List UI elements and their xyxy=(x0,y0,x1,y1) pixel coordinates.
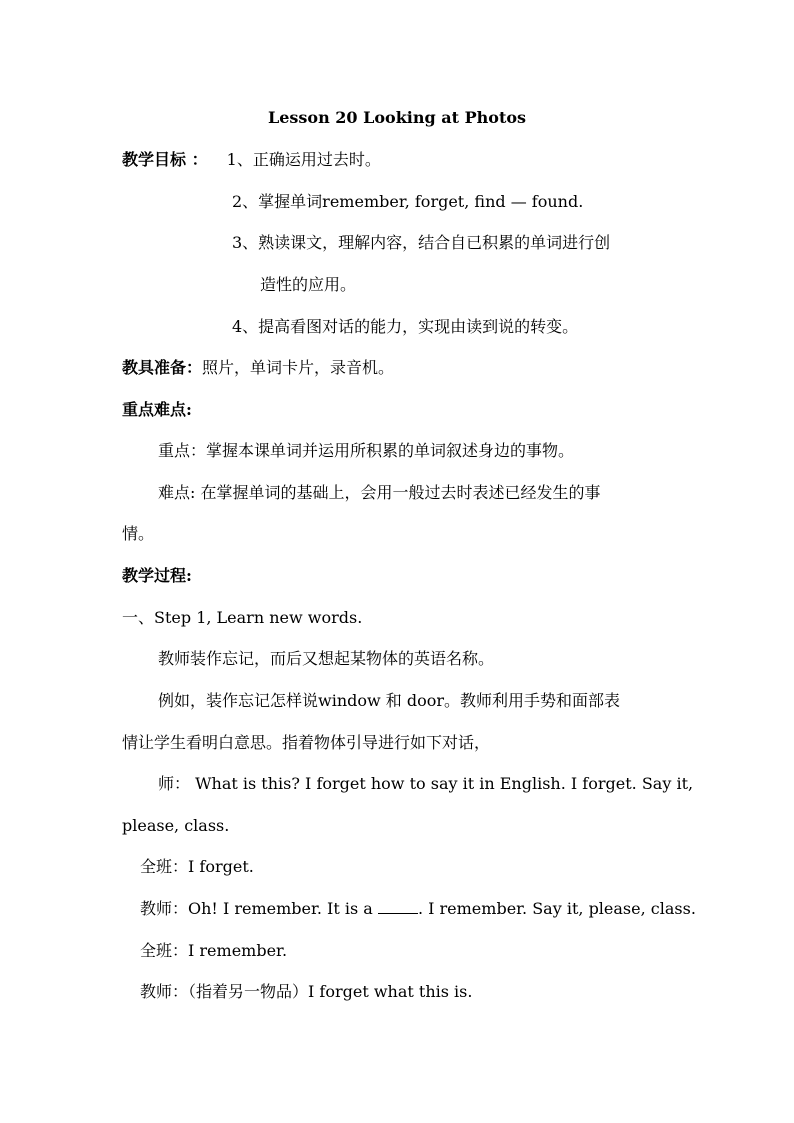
objective-item-1: 1、正确运用过去时。 xyxy=(226,150,381,169)
keypoint-difficulty-line-1: 难点: 在掌握单词的基础上，会用一般过去时表述已经发生的事 xyxy=(158,483,601,502)
dialogue-class-1: 全班：I forget. xyxy=(140,857,254,876)
objectives-row-1 xyxy=(122,150,381,170)
objective-item-4: 4、提高看图对话的能力，实现由读到说的转变。 xyxy=(232,317,579,336)
tools-text: 照片，单词卡片，录音机。 xyxy=(202,358,395,377)
objectives-label: 教学目标 ： xyxy=(122,150,208,169)
tools-label: 教具准备： xyxy=(122,358,203,377)
process-paragraph-1: 教师装作忘记，而后又想起某物体的英语名称。 xyxy=(158,649,495,668)
objective-item-2: 2、掌握单词remember, forget, find — found. xyxy=(232,192,584,211)
dialogue-teacher-3: 教师：（指着另一物品）I forget what this is. xyxy=(140,982,473,1001)
process-paragraph-2-line-1: 例如，装作忘记怎样说window 和 door。教师利用手势和面部表 xyxy=(158,691,621,710)
fill-in-blank xyxy=(378,899,418,914)
document-title: Lesson 20 Looking at Photos xyxy=(267,108,527,127)
process-label: 教学过程: xyxy=(122,566,192,585)
dialogue-class-2: 全班：I remember. xyxy=(140,941,288,960)
dialogue-teacher-2-suffix: . I remember. Say it, please, class. xyxy=(417,899,696,918)
objective-item-3-line-2: 造性的应用。 xyxy=(260,275,357,294)
dialogue-teacher-2 xyxy=(140,899,696,919)
dialogue-teacher-1-line-2: please, class. xyxy=(122,816,230,835)
process-step-1: 一、Step 1, Learn new words. xyxy=(122,608,363,627)
dialogue-teacher-2-prefix: 教师：Oh! I remember. It is a xyxy=(140,899,378,918)
dialogue-teacher-1-line-1: 师： What is this? I forget how to say it in English. I forget. Say it, xyxy=(158,774,694,793)
process-paragraph-2-line-2: 情让学生看明白意思。指着物体引导进行如下对话， xyxy=(122,733,491,752)
tools-row xyxy=(122,358,394,378)
keypoint-key: 重点：掌握本课单词并运用所积累的单词叙述身边的事物。 xyxy=(158,441,575,460)
keypoint-difficulty-line-2: 情。 xyxy=(122,524,155,543)
keypoints-label: 重点难点: xyxy=(122,400,192,419)
objective-item-3-line-1: 3、熟读课文，理解内容，结合自已积累的单词进行创 xyxy=(232,233,611,252)
